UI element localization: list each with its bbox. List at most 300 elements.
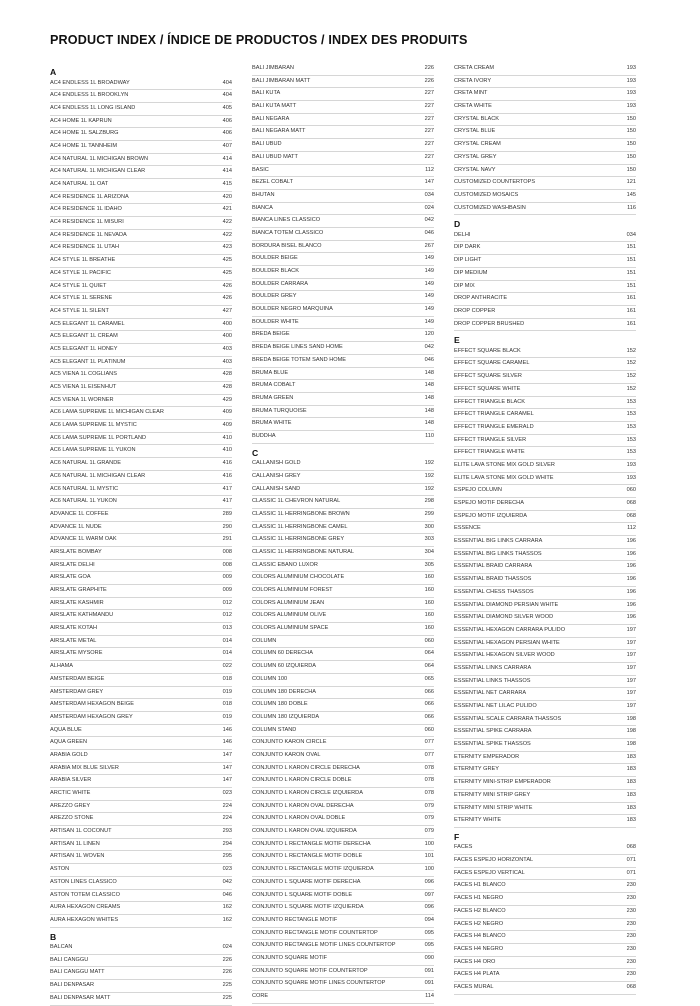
page-number: 077 <box>424 751 434 758</box>
product-name: BUDDHA <box>252 432 276 439</box>
index-entry <box>454 473 636 486</box>
page-number: 300 <box>424 523 434 530</box>
index-entry <box>252 572 434 585</box>
index-entry <box>50 560 232 573</box>
product-name: BALI NEGARA MATT <box>252 128 306 135</box>
product-name: COLUMN 100 <box>252 675 288 682</box>
index-entry <box>50 750 232 763</box>
page-number: 225 <box>222 994 232 1001</box>
product-name: ESSENTIAL BRAID CARRARA <box>454 563 533 570</box>
product-name: CLASSIC 1L HERRINGBONE BROWN <box>252 510 350 517</box>
index-entry <box>50 471 232 484</box>
page-number: 078 <box>424 790 434 796</box>
index-entry <box>252 355 434 368</box>
page-number: 014 <box>222 637 232 644</box>
page-number: 153 <box>626 436 636 443</box>
index-entry <box>454 371 636 384</box>
page-number: 012 <box>222 612 232 619</box>
product-name: CONJUNTO KARON CIRCLE <box>252 739 327 746</box>
index-entry <box>454 346 636 359</box>
product-name: ARABIA GOLD <box>50 751 88 758</box>
product-name: CLASSIC 1L HERRINGBONE CAMEL <box>252 523 348 530</box>
index-column-1 <box>50 63 232 1006</box>
index-entry <box>252 317 434 330</box>
page-number: 197 <box>626 703 636 709</box>
product-name: BALI KUTA <box>252 90 281 97</box>
page-number: 152 <box>626 373 636 380</box>
product-name: ELITE LAVA STONE MIX GOLD WHITE <box>454 474 554 481</box>
page-number: 160 <box>424 574 434 581</box>
index-entry <box>252 712 434 725</box>
product-name: EFFECT SQUARE WHITE <box>454 385 521 392</box>
page-number: 295 <box>222 853 232 860</box>
product-name: AC6 NATURAL 1L MICHIGAN CLEAR <box>50 472 146 479</box>
page-number: 148 <box>424 394 434 401</box>
index-entry <box>252 368 434 381</box>
product-name: BALI DENPASAR MATT <box>50 994 111 1001</box>
index-entry <box>50 445 232 458</box>
product-name: CONJUNTO L KARON OVAL DERECHA <box>252 802 354 809</box>
product-name: DIP LIGHT <box>454 257 482 264</box>
page-number: 230 <box>626 958 636 965</box>
product-name: AC6 LAMA SUPREME 1L MICHIGAN CLEAR <box>50 409 164 416</box>
page-number: 153 <box>626 449 636 456</box>
page-number: 071 <box>626 857 636 864</box>
product-name: AC4 RESIDENCE 1L IDAHO <box>50 206 122 213</box>
index-entry <box>252 928 434 941</box>
page-number: 294 <box>222 840 232 847</box>
page-number: 149 <box>424 268 434 274</box>
index-entry <box>252 253 434 266</box>
product-name: ARCTIC WHITE <box>50 790 91 796</box>
index-entry <box>50 955 232 968</box>
index-entry <box>252 101 434 114</box>
page-number: 227 <box>424 103 434 110</box>
product-name: ADVANCE 1L NUDE <box>50 523 102 530</box>
product-name: COLUMN STAND <box>252 726 297 733</box>
product-name: AIRSLATE BOMBAY <box>50 548 102 555</box>
page-number: 160 <box>424 599 434 606</box>
product-name: CONJUNTO L RECTANGLE MOTIF DOBLE <box>252 853 363 860</box>
page-number: 406 <box>222 130 232 137</box>
product-name: ASTON LINES CLASSICO <box>50 878 117 885</box>
product-name: ASTON <box>50 866 70 873</box>
index-entry <box>454 203 636 216</box>
product-name: AC4 NATURAL 1L MICHIGAN CLEAR <box>50 168 146 175</box>
page-number: 423 <box>222 244 232 251</box>
page-number: 094 <box>424 916 434 923</box>
index-entry <box>454 982 636 995</box>
page-number: 100 <box>424 866 434 873</box>
page-number: 152 <box>626 360 636 367</box>
index-entry <box>50 598 232 611</box>
product-name: ESSENTIAL HEXAGON CARRARA PULIDO <box>454 626 566 633</box>
index-entry <box>252 165 434 178</box>
product-name: DIP MEDIUM <box>454 269 488 276</box>
page-number: 416 <box>222 472 232 479</box>
product-name: ARABIA SILVER <box>50 777 92 784</box>
product-name: AREZZO STONE <box>50 815 94 822</box>
product-name: DIP DARK <box>454 244 481 251</box>
page-number: 226 <box>222 969 232 976</box>
index-entry <box>252 598 434 611</box>
page-number: 192 <box>424 485 434 492</box>
page-number: 409 <box>222 409 232 416</box>
product-name: CONJUNTO SQUARE MOTIF COUNTERTOP <box>252 967 368 974</box>
product-name: CALLANISH GREY <box>252 472 301 479</box>
index-entry <box>252 661 434 674</box>
product-name: CONJUNTO L SQUARE MOTIF DERECHA <box>252 878 361 885</box>
page-number: 196 <box>626 538 636 545</box>
page-number: 425 <box>222 257 232 264</box>
index-entry <box>454 650 636 663</box>
index-entry <box>252 636 434 649</box>
index-entry <box>50 547 232 560</box>
product-name: FACES ESPEJO VERTICAL <box>454 869 525 876</box>
product-name: AC4 STYLE 1L SILENT <box>50 307 109 314</box>
product-name: AC4 RESIDENCE 1L ARIZONA <box>50 193 129 200</box>
index-entry <box>252 509 434 522</box>
product-name: ADVANCE 1L WARM OAK <box>50 536 117 543</box>
page-number: 193 <box>626 461 636 468</box>
index-entry <box>454 726 636 739</box>
page-number: 150 <box>626 115 636 122</box>
page-number: 403 <box>222 358 232 365</box>
product-name: BREDA BEIGE LINES SAND HOME <box>252 344 343 351</box>
product-name: CLASSIC EBANO LUXOR <box>252 561 318 568</box>
index-entry <box>50 610 232 623</box>
page-number: 095 <box>424 942 434 949</box>
index-entry <box>454 177 636 190</box>
index-entry <box>454 101 636 114</box>
page-number: 078 <box>424 777 434 784</box>
page-number: 197 <box>626 626 636 633</box>
index-entry <box>454 422 636 435</box>
page-number: 042 <box>222 878 232 885</box>
page-number: 230 <box>626 895 636 902</box>
page-number: 417 <box>222 498 232 505</box>
product-name: BALI NEGARA <box>252 115 290 122</box>
page-number: 079 <box>424 828 434 835</box>
index-entry <box>252 687 434 700</box>
section-letter: F <box>454 831 460 842</box>
page-number: 404 <box>222 79 232 86</box>
index-entry <box>454 663 636 676</box>
page-number: 196 <box>626 601 636 608</box>
page-number: 079 <box>424 802 434 809</box>
product-name: CONJUNTO L SQUARE MOTIF IZQUIERDA <box>252 904 364 911</box>
page-number: 068 <box>626 500 636 506</box>
index-entry <box>454 777 636 790</box>
index-entry <box>252 114 434 127</box>
index-entry <box>50 192 232 205</box>
page-number: 226 <box>222 956 232 963</box>
product-name: AC6 LAMA SUPREME 1L MYSTIC <box>50 422 137 429</box>
product-name: COLORS ALUMINIUM OLIVE <box>252 612 327 619</box>
index-entry <box>50 890 232 903</box>
index-entry <box>50 484 232 497</box>
page-number: 183 <box>626 804 636 811</box>
product-name: FACES H4 ORO <box>454 958 496 965</box>
product-name: BALI JIMBARAN MATT <box>252 77 311 84</box>
page-number: 148 <box>424 382 434 389</box>
product-name: AIRSLATE METAL <box>50 637 97 644</box>
product-name: BALI KUTA MATT <box>252 103 297 110</box>
page-number: 146 <box>222 739 232 746</box>
page-number: 148 <box>424 407 434 414</box>
index-entry <box>252 763 434 776</box>
index-entry <box>454 397 636 410</box>
product-name: BOULDER CARRARA <box>252 280 308 287</box>
index-entry <box>454 587 636 600</box>
page-number: 291 <box>222 536 232 543</box>
product-name: ESSENTIAL NET CARRARA <box>454 690 527 697</box>
index-entry <box>50 420 232 433</box>
product-name: CONJUNTO L KARON CIRCLE DOBLE <box>252 777 352 784</box>
page-number: 071 <box>626 869 636 876</box>
page-number: 183 <box>626 779 636 786</box>
product-name: AURA HEXAGON CREAMS <box>50 904 121 911</box>
index-entry <box>252 953 434 966</box>
page-number: 183 <box>626 791 636 798</box>
product-name: DROP ANTHRACITE <box>454 295 508 302</box>
index-entry <box>50 851 232 864</box>
index-entry <box>454 242 636 255</box>
index-entry <box>252 380 434 393</box>
index-entry <box>454 868 636 881</box>
index-entry <box>50 369 232 382</box>
index-entry <box>252 623 434 636</box>
product-name: CRETA MINT <box>454 90 488 97</box>
index-entry <box>454 714 636 727</box>
page-number: 183 <box>626 817 636 824</box>
product-name: AC4 HOME 1L SALZBURG <box>50 130 119 137</box>
product-name: AC6 LAMA SUPREME 1L PORTLAND <box>50 434 147 441</box>
page-number: 197 <box>626 664 636 671</box>
page-number: 193 <box>626 103 636 110</box>
page-number: 414 <box>222 168 232 175</box>
index-entry <box>252 418 434 431</box>
product-name: AQUA GREEN <box>50 739 87 746</box>
product-name: ETERNITY MINI-STRIP EMPERADOR <box>454 779 551 786</box>
product-name: ETERNITY MINI STRIP GREY <box>454 791 531 798</box>
index-entry <box>454 612 636 625</box>
product-name: ESSENTIAL DIAMOND PERSIAN WHITE <box>454 601 559 608</box>
page-number: 150 <box>626 153 636 160</box>
page-number: 225 <box>222 982 232 989</box>
index-entry <box>252 547 434 560</box>
product-name: ARTISAN 1L WOVEN <box>50 853 105 860</box>
index-entry <box>50 293 232 306</box>
page-number: 112 <box>627 525 636 532</box>
index-entry <box>252 801 434 814</box>
page-number: 224 <box>222 815 232 822</box>
product-name: ESSENTIAL HEXAGON PERSIAN WHITE <box>454 639 560 646</box>
page-number: 068 <box>626 512 636 519</box>
page-number: 420 <box>222 193 232 200</box>
index-entry <box>50 407 232 420</box>
product-name: CRYSTAL GREY <box>454 153 497 160</box>
index-entry <box>252 902 434 915</box>
product-name: CRYSTAL BLUE <box>454 128 496 135</box>
page-number: 421 <box>222 206 232 213</box>
page-number: 034 <box>424 191 434 198</box>
index-entry <box>252 813 434 826</box>
product-name: BIANCA LINES CLASSICO <box>252 217 321 224</box>
product-name: ETERNITY EMPERADOR <box>454 753 520 760</box>
product-name: COLUMN 180 IZQUIERDA <box>252 713 320 720</box>
product-name: ARTISAN 1L LINEN <box>50 840 100 847</box>
product-name: AIRSLATE DELHI <box>50 561 95 568</box>
page-number: 298 <box>424 498 434 505</box>
product-name: BALCAN <box>50 944 73 951</box>
product-name: CUSTOMIZED WASHBASIN <box>454 204 526 211</box>
page-number: 230 <box>626 920 636 927</box>
page-number: 196 <box>626 550 636 557</box>
page-number: 024 <box>424 204 434 211</box>
index-entry <box>50 204 232 217</box>
product-name: AC6 NATURAL 1L GRANDE <box>50 460 121 467</box>
page-number: 019 <box>222 688 232 695</box>
product-name: ESSENTIAL SPIKE CARRARA <box>454 728 532 735</box>
index-entry <box>454 803 636 816</box>
index-entry <box>50 179 232 192</box>
index-entry <box>50 699 232 712</box>
product-name: BRUMA WHITE <box>252 420 292 427</box>
product-name: AIRSLATE GRAPHITE <box>50 587 107 593</box>
product-name: EFFECT SQUARE SILVER <box>454 373 522 380</box>
page-number: 406 <box>222 117 232 124</box>
page-number: 101 <box>424 853 434 860</box>
product-name: FACES H1 NEGRO <box>454 895 504 902</box>
page-number: 060 <box>424 637 434 644</box>
index-entry <box>252 534 434 547</box>
index-entry <box>50 826 232 839</box>
product-name: BIANCA TOTEM CLASSICO <box>252 229 324 236</box>
product-name: BREDA BEIGE TOTEM SAND HOME <box>252 356 346 363</box>
index-entry <box>50 623 232 636</box>
index-entry <box>252 522 434 535</box>
product-name: BOULDER BEIGE <box>252 255 298 262</box>
index-entry <box>50 281 232 294</box>
product-name: CONJUNTO L KARON OVAL DOBLE <box>252 815 346 822</box>
index-entry <box>454 893 636 906</box>
index-entry <box>252 228 434 241</box>
product-name: AC5 ELEGANT 1L PLATINUM <box>50 358 126 365</box>
product-name: EFFECT SQUARE CARAMEL <box>454 360 530 367</box>
product-name: CONJUNTO KARON OVAL <box>252 751 321 758</box>
index-entry <box>252 458 434 471</box>
product-name: AC4 STYLE 1L PACIFIC <box>50 269 111 276</box>
page-number: 410 <box>222 447 232 454</box>
page-number: 197 <box>626 652 636 659</box>
page-number: 068 <box>626 983 636 990</box>
index-entry <box>252 431 434 444</box>
product-name: ESSENTIAL LINKS THASSOS <box>454 677 531 684</box>
page-number: 162 <box>222 916 232 923</box>
page-number: 018 <box>222 701 232 708</box>
index-entry <box>50 357 232 370</box>
page-number: 096 <box>424 878 434 885</box>
index-entry <box>454 701 636 714</box>
page-number: 428 <box>222 384 232 390</box>
page-number: 149 <box>424 293 434 300</box>
index-entry <box>50 801 232 814</box>
product-name: AC6 LAMA SUPREME 1L YUKON <box>50 447 136 454</box>
product-name: FACES MURAL <box>454 983 494 990</box>
product-name: COLORS ALUMINIUM SPACE <box>252 625 329 632</box>
product-name: CONJUNTO L RECTANGLE MOTIF DERECHA <box>252 840 371 847</box>
page-number: 150 <box>626 141 636 148</box>
index-entry <box>454 764 636 777</box>
product-name: COLUMN 60 DERECHA <box>252 650 313 657</box>
page-number: 422 <box>222 219 232 226</box>
index-entry <box>252 139 434 152</box>
product-name: FACES H2 BLANCO <box>454 907 506 914</box>
page-number: 019 <box>222 713 232 720</box>
index-entry <box>50 255 232 268</box>
index-entry <box>50 661 232 674</box>
index-entry <box>454 165 636 178</box>
page-number: 068 <box>626 844 636 851</box>
product-name: CRETA IVORY <box>454 77 492 84</box>
product-name: ARABIA MIX BLUE SILVER <box>50 764 119 771</box>
product-name: AIRSLATE GOA <box>50 574 91 581</box>
product-name: AC4 HOME 1L KAPRUN <box>50 117 112 124</box>
index-entry <box>50 915 232 928</box>
index-entry <box>454 306 636 319</box>
product-name: ESPEJO MOTIF IZQUIERDA <box>454 512 528 519</box>
index-entry <box>454 739 636 752</box>
product-name: CRETA CREAM <box>454 65 494 71</box>
page-number: 407 <box>222 142 232 149</box>
product-name: AMSTERDAM HEXAGON GREY <box>50 713 133 720</box>
page-number: 151 <box>626 257 636 264</box>
index-entry <box>50 725 232 738</box>
index-entry <box>50 534 232 547</box>
page-number: 147 <box>222 751 232 758</box>
page-number: 304 <box>424 548 434 555</box>
index-entry <box>454 255 636 268</box>
product-name: EFFECT TRIANGLE BLACK <box>454 398 525 405</box>
product-name: AURA HEXAGON WHITES <box>50 916 119 923</box>
page-number: 193 <box>626 77 636 84</box>
index-entry <box>252 88 434 101</box>
page-number: 147 <box>222 777 232 784</box>
index-entry <box>50 648 232 661</box>
index-column-3 <box>454 63 636 995</box>
page-number: 042 <box>424 217 434 224</box>
product-name: ESSENTIAL DIAMOND SILVER WOOD <box>454 614 554 621</box>
page-number: 023 <box>222 866 232 873</box>
index-entry <box>50 496 232 509</box>
product-name: CRETA WHITE <box>454 103 492 110</box>
index-entry <box>252 63 434 76</box>
page-number: 400 <box>222 333 232 340</box>
product-name: DROP COPPER BRUSHED <box>454 320 525 327</box>
page-number: 197 <box>626 639 636 646</box>
product-name: BRUMA GREEN <box>252 394 294 401</box>
index-entry <box>50 980 232 993</box>
section-letter: D <box>454 219 461 230</box>
index-entry <box>50 839 232 852</box>
index-entry <box>50 217 232 230</box>
page-number: 400 <box>222 320 232 327</box>
index-entry <box>252 304 434 317</box>
index-entry <box>454 126 636 139</box>
index-entry <box>454 358 636 371</box>
index-entry <box>454 485 636 498</box>
